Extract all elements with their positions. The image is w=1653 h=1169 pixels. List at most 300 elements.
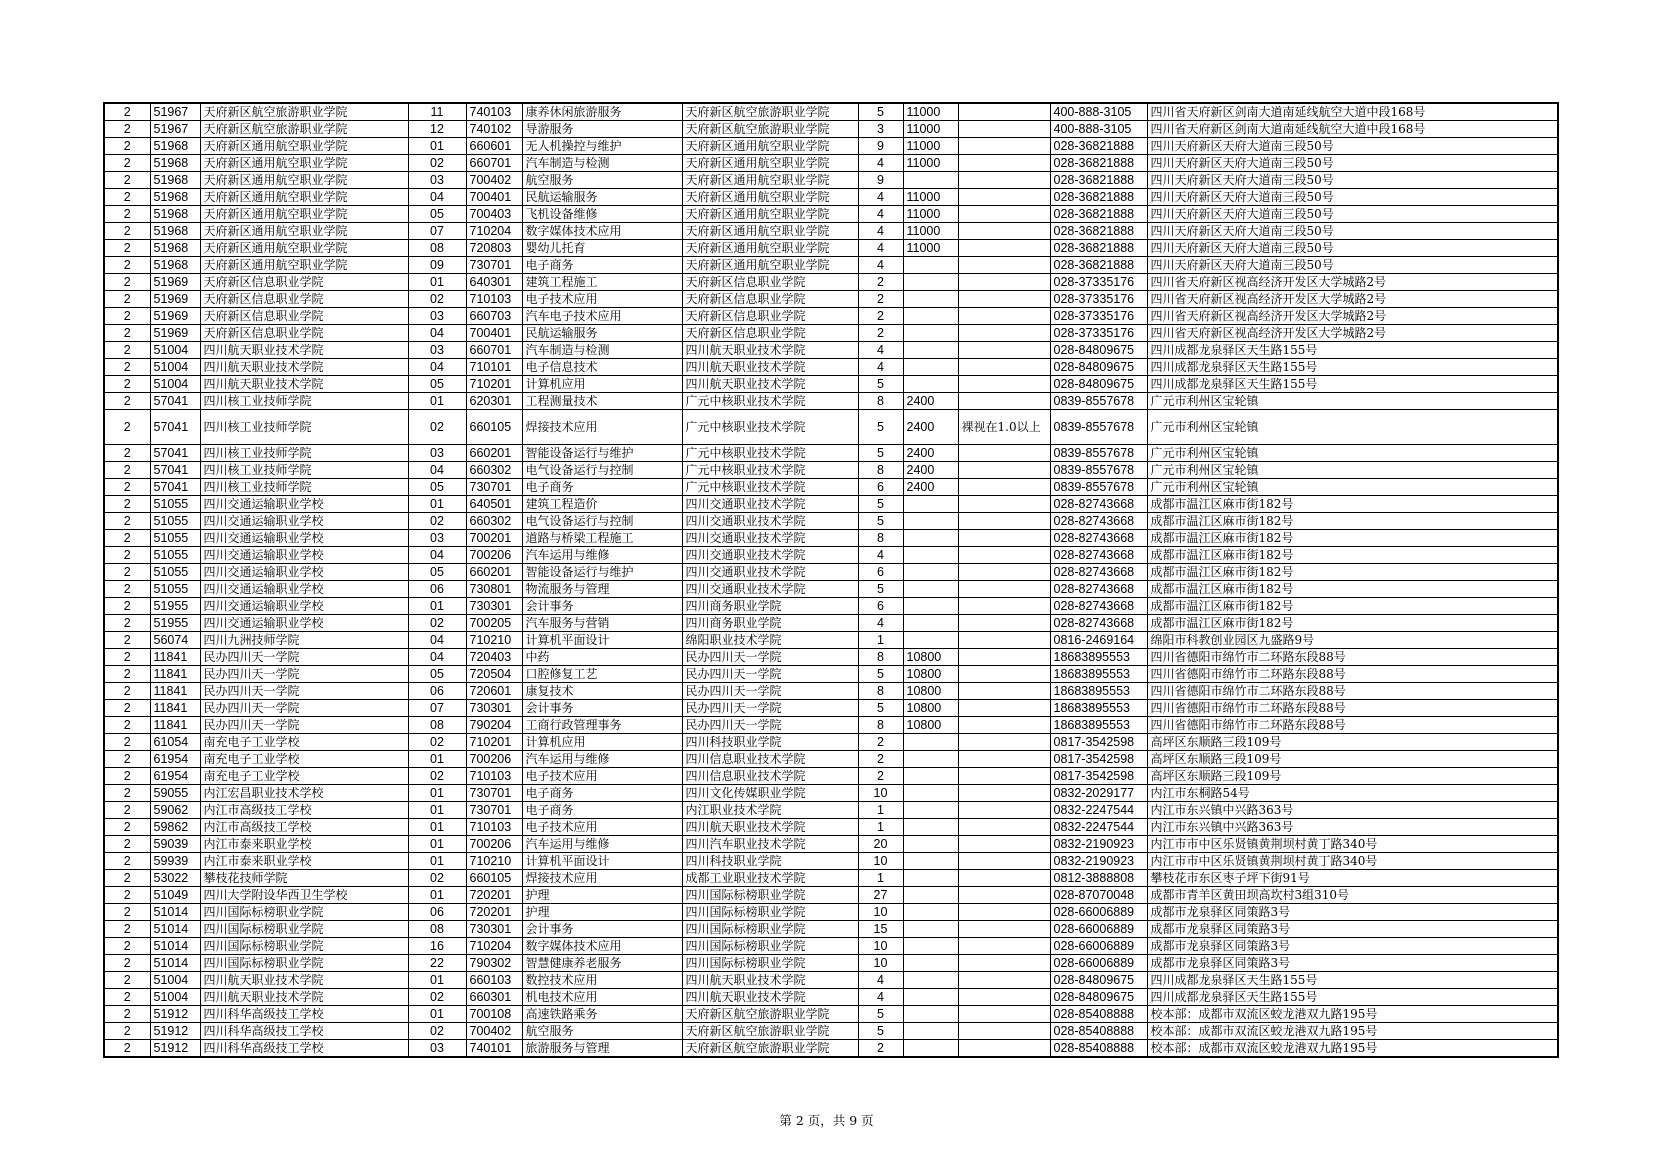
school-name-cell: 天府新区通用航空职业学院 bbox=[200, 189, 408, 206]
school-code-cell: 51004 bbox=[150, 359, 200, 376]
school-code-cell: 57041 bbox=[150, 410, 200, 445]
major-name-cell: 电气设备运行与控制 bbox=[522, 513, 682, 530]
partner-college-cell: 四川航天职业技术学院 bbox=[682, 376, 858, 393]
school-name-cell: 四川九洲技师学院 bbox=[200, 632, 408, 649]
batch-cell: 2 bbox=[104, 376, 150, 393]
phone-cell: 18683895553 bbox=[1050, 683, 1147, 700]
major-seq-cell: 01 bbox=[408, 802, 466, 819]
partner-college-cell: 四川交通职业技术学院 bbox=[682, 547, 858, 564]
school-name-cell: 天府新区通用航空职业学院 bbox=[200, 257, 408, 274]
major-seq-cell: 03 bbox=[408, 172, 466, 189]
partner-college-cell: 四川商务职业学院 bbox=[682, 598, 858, 615]
page-footer: 第 2 页，共 9 页 bbox=[779, 1113, 874, 1128]
major-seq-cell: 04 bbox=[408, 462, 466, 479]
major-seq-cell: 06 bbox=[408, 581, 466, 598]
plan-count-cell: 15 bbox=[858, 921, 903, 938]
major-code-cell: 720504 bbox=[466, 666, 522, 683]
major-name-cell: 电子商务 bbox=[522, 479, 682, 496]
plan-count-cell: 1 bbox=[858, 802, 903, 819]
phone-cell: 028-36821888 bbox=[1050, 206, 1147, 223]
school-name-cell: 天府新区信息职业学院 bbox=[200, 325, 408, 342]
phone-cell: 18683895553 bbox=[1050, 717, 1147, 734]
batch-cell: 2 bbox=[104, 308, 150, 325]
major-seq-cell: 04 bbox=[408, 359, 466, 376]
partner-college-cell: 四川信息职业技术学院 bbox=[682, 751, 858, 768]
major-code-cell: 710103 bbox=[466, 819, 522, 836]
major-seq-cell: 02 bbox=[408, 615, 466, 632]
phone-cell: 028-82743668 bbox=[1050, 615, 1147, 632]
address-cell: 校本部：成都市双流区蛟龙港双九路195号 bbox=[1147, 1040, 1558, 1058]
school-name-cell: 天府新区通用航空职业学院 bbox=[200, 240, 408, 257]
partner-college-cell: 四川科技职业学院 bbox=[682, 734, 858, 751]
tuition-cell: 2400 bbox=[903, 462, 958, 479]
phone-cell: 028-82743668 bbox=[1050, 513, 1147, 530]
phone-cell: 028-82743668 bbox=[1050, 598, 1147, 615]
table-row bbox=[104, 308, 1558, 325]
plan-count-cell: 8 bbox=[858, 717, 903, 734]
major-code-cell: 660103 bbox=[466, 972, 522, 989]
major-code-cell: 740101 bbox=[466, 1040, 522, 1058]
major-seq-cell: 04 bbox=[408, 189, 466, 206]
major-seq-cell: 04 bbox=[408, 632, 466, 649]
remarks-cell bbox=[958, 955, 1050, 972]
major-code-cell: 710101 bbox=[466, 359, 522, 376]
tuition-cell: 10800 bbox=[903, 649, 958, 666]
table-row bbox=[104, 393, 1558, 410]
school-code-cell: 51968 bbox=[150, 189, 200, 206]
tuition-cell: 2400 bbox=[903, 445, 958, 462]
remarks-cell bbox=[958, 632, 1050, 649]
major-seq-cell: 06 bbox=[408, 904, 466, 921]
table-row bbox=[104, 683, 1558, 700]
partner-college-cell: 天府新区通用航空职业学院 bbox=[682, 240, 858, 257]
remarks-cell bbox=[958, 1023, 1050, 1040]
address-cell: 校本部：成都市双流区蛟龙港双九路195号 bbox=[1147, 1023, 1558, 1040]
major-code-cell: 620301 bbox=[466, 393, 522, 410]
tuition-cell bbox=[903, 615, 958, 632]
batch-cell: 2 bbox=[104, 598, 150, 615]
major-code-cell: 660302 bbox=[466, 513, 522, 530]
major-seq-cell: 04 bbox=[408, 649, 466, 666]
batch-cell: 2 bbox=[104, 1040, 150, 1058]
partner-college-cell: 民办四川天一学院 bbox=[682, 717, 858, 734]
major-name-cell: 智能设备运行与维护 bbox=[522, 564, 682, 581]
school-name-cell: 四川核工业技师学院 bbox=[200, 393, 408, 410]
address-cell: 四川省天府新区视高经济开发区大学城路2号 bbox=[1147, 291, 1558, 308]
table-row bbox=[104, 921, 1558, 938]
phone-cell: 0816-2469164 bbox=[1050, 632, 1147, 649]
school-code-cell: 57041 bbox=[150, 479, 200, 496]
major-code-cell: 700206 bbox=[466, 751, 522, 768]
remarks-cell bbox=[958, 445, 1050, 462]
partner-college-cell: 民办四川天一学院 bbox=[682, 683, 858, 700]
tuition-cell bbox=[903, 836, 958, 853]
table-row bbox=[104, 342, 1558, 359]
partner-college-cell: 天府新区信息职业学院 bbox=[682, 291, 858, 308]
tuition-cell bbox=[903, 853, 958, 870]
major-name-cell: 航空服务 bbox=[522, 172, 682, 189]
school-code-cell: 51968 bbox=[150, 155, 200, 172]
remarks-cell bbox=[958, 138, 1050, 155]
plan-count-cell: 9 bbox=[858, 172, 903, 189]
major-code-cell: 640301 bbox=[466, 274, 522, 291]
batch-cell: 2 bbox=[104, 972, 150, 989]
major-name-cell: 汽车服务与营销 bbox=[522, 615, 682, 632]
remarks-cell bbox=[958, 717, 1050, 734]
remarks-cell bbox=[958, 649, 1050, 666]
address-cell: 广元市利州区宝轮镇 bbox=[1147, 393, 1558, 410]
major-seq-cell: 02 bbox=[408, 155, 466, 172]
school-name-cell: 四川核工业技师学院 bbox=[200, 479, 408, 496]
phone-cell: 028-36821888 bbox=[1050, 240, 1147, 257]
tuition-cell bbox=[903, 887, 958, 904]
major-name-cell: 电子商务 bbox=[522, 257, 682, 274]
partner-college-cell: 天府新区航空旅游职业学院 bbox=[682, 103, 858, 121]
phone-cell: 0817-3542598 bbox=[1050, 768, 1147, 785]
major-name-cell: 建筑工程施工 bbox=[522, 274, 682, 291]
table-row bbox=[104, 666, 1558, 683]
partner-college-cell: 四川国际标榜职业学院 bbox=[682, 955, 858, 972]
plan-count-cell: 5 bbox=[858, 496, 903, 513]
major-name-cell: 会计事务 bbox=[522, 700, 682, 717]
tuition-cell: 10800 bbox=[903, 683, 958, 700]
school-code-cell: 59062 bbox=[150, 802, 200, 819]
table-row bbox=[104, 103, 1558, 121]
major-seq-cell: 01 bbox=[408, 138, 466, 155]
school-name-cell: 天府新区航空旅游职业学院 bbox=[200, 103, 408, 121]
major-name-cell: 工商行政管理事务 bbox=[522, 717, 682, 734]
school-name-cell: 四川交通运输职业学校 bbox=[200, 547, 408, 564]
phone-cell: 028-36821888 bbox=[1050, 223, 1147, 240]
major-seq-cell: 22 bbox=[408, 955, 466, 972]
school-code-cell: 51967 bbox=[150, 121, 200, 138]
school-code-cell: 51968 bbox=[150, 257, 200, 274]
school-code-cell: 51969 bbox=[150, 325, 200, 342]
address-cell: 成都市温江区麻市街182号 bbox=[1147, 513, 1558, 530]
major-seq-cell: 07 bbox=[408, 223, 466, 240]
major-code-cell: 700206 bbox=[466, 836, 522, 853]
phone-cell: 028-36821888 bbox=[1050, 138, 1147, 155]
plan-count-cell: 4 bbox=[858, 206, 903, 223]
major-code-cell: 660301 bbox=[466, 989, 522, 1006]
partner-college-cell: 天府新区通用航空职业学院 bbox=[682, 223, 858, 240]
batch-cell: 2 bbox=[104, 530, 150, 547]
plan-count-cell: 2 bbox=[858, 734, 903, 751]
phone-cell: 028-85408888 bbox=[1050, 1023, 1147, 1040]
table-row bbox=[104, 785, 1558, 802]
partner-college-cell: 民办四川天一学院 bbox=[682, 649, 858, 666]
tuition-cell bbox=[903, 751, 958, 768]
partner-college-cell: 民办四川天一学院 bbox=[682, 666, 858, 683]
plan-count-cell: 5 bbox=[858, 513, 903, 530]
major-name-cell: 中药 bbox=[522, 649, 682, 666]
remarks-cell bbox=[958, 785, 1050, 802]
school-code-cell: 51004 bbox=[150, 972, 200, 989]
batch-cell: 2 bbox=[104, 223, 150, 240]
partner-college-cell: 天府新区通用航空职业学院 bbox=[682, 206, 858, 223]
major-code-cell: 710204 bbox=[466, 223, 522, 240]
remarks-cell bbox=[958, 836, 1050, 853]
major-code-cell: 660105 bbox=[466, 410, 522, 445]
address-cell: 高坪区东顺路三段109号 bbox=[1147, 734, 1558, 751]
major-name-cell: 电子信息技术 bbox=[522, 359, 682, 376]
table-row bbox=[104, 410, 1558, 445]
major-code-cell: 720201 bbox=[466, 904, 522, 921]
school-name-cell: 天府新区信息职业学院 bbox=[200, 308, 408, 325]
major-name-cell: 护理 bbox=[522, 904, 682, 921]
remarks-cell bbox=[958, 342, 1050, 359]
major-seq-cell: 04 bbox=[408, 325, 466, 342]
school-code-cell: 57041 bbox=[150, 445, 200, 462]
remarks-cell bbox=[958, 802, 1050, 819]
major-name-cell: 旅游服务与管理 bbox=[522, 1040, 682, 1058]
tuition-cell bbox=[903, 581, 958, 598]
batch-cell: 2 bbox=[104, 887, 150, 904]
remarks-cell bbox=[958, 751, 1050, 768]
address-cell: 四川天府新区天府大道南三段50号 bbox=[1147, 155, 1558, 172]
address-cell: 成都市龙泉驿区同策路3号 bbox=[1147, 938, 1558, 955]
major-seq-cell: 11 bbox=[408, 103, 466, 121]
phone-cell: 028-37335176 bbox=[1050, 308, 1147, 325]
major-name-cell: 康养休闲旅游服务 bbox=[522, 103, 682, 121]
major-code-cell: 710201 bbox=[466, 376, 522, 393]
batch-cell: 2 bbox=[104, 410, 150, 445]
address-cell: 广元市利州区宝轮镇 bbox=[1147, 445, 1558, 462]
address-cell: 绵阳市科教创业园区九盛路9号 bbox=[1147, 632, 1558, 649]
plan-count-cell: 6 bbox=[858, 598, 903, 615]
address-cell: 内江市市中区乐贤镇黄荆坝村黄丁路340号 bbox=[1147, 853, 1558, 870]
school-name-cell: 四川国际标榜职业学院 bbox=[200, 938, 408, 955]
address-cell: 四川天府新区天府大道南三段50号 bbox=[1147, 189, 1558, 206]
remarks-cell bbox=[958, 1006, 1050, 1023]
phone-cell: 18683895553 bbox=[1050, 700, 1147, 717]
address-cell: 四川天府新区天府大道南三段50号 bbox=[1147, 240, 1558, 257]
school-name-cell: 内江市泰来职业学校 bbox=[200, 853, 408, 870]
tuition-cell bbox=[903, 325, 958, 342]
major-seq-cell: 01 bbox=[408, 972, 466, 989]
tuition-cell: 10800 bbox=[903, 666, 958, 683]
address-cell: 成都市龙泉驿区同策路3号 bbox=[1147, 921, 1558, 938]
address-cell: 四川天府新区天府大道南三段50号 bbox=[1147, 223, 1558, 240]
address-cell: 内江市东桐路54号 bbox=[1147, 785, 1558, 802]
address-cell: 四川省天府新区视高经济开发区大学城路2号 bbox=[1147, 274, 1558, 291]
school-code-cell: 59939 bbox=[150, 853, 200, 870]
major-name-cell: 婴幼儿托育 bbox=[522, 240, 682, 257]
major-name-cell: 焊接技术应用 bbox=[522, 410, 682, 445]
address-cell: 广元市利州区宝轮镇 bbox=[1147, 410, 1558, 445]
batch-cell: 2 bbox=[104, 581, 150, 598]
batch-cell: 2 bbox=[104, 666, 150, 683]
major-code-cell: 700402 bbox=[466, 1023, 522, 1040]
batch-cell: 2 bbox=[104, 785, 150, 802]
major-name-cell: 建筑工程造价 bbox=[522, 496, 682, 513]
batch-cell: 2 bbox=[104, 172, 150, 189]
table-row bbox=[104, 564, 1558, 581]
tuition-cell bbox=[903, 530, 958, 547]
address-cell: 四川成都龙泉驿区天生路155号 bbox=[1147, 342, 1558, 359]
partner-college-cell: 天府新区通用航空职业学院 bbox=[682, 189, 858, 206]
major-code-cell: 710204 bbox=[466, 938, 522, 955]
major-name-cell: 电子技术应用 bbox=[522, 768, 682, 785]
school-code-cell: 57041 bbox=[150, 393, 200, 410]
plan-count-cell: 5 bbox=[858, 445, 903, 462]
phone-cell: 028-82743668 bbox=[1050, 564, 1147, 581]
remarks-cell bbox=[958, 853, 1050, 870]
school-code-cell: 51912 bbox=[150, 1023, 200, 1040]
remarks-cell: 裸视在1.0以上 bbox=[958, 410, 1050, 445]
remarks-cell bbox=[958, 581, 1050, 598]
phone-cell: 0817-3542598 bbox=[1050, 734, 1147, 751]
address-cell: 成都市温江区麻市街182号 bbox=[1147, 564, 1558, 581]
school-name-cell: 四川航天职业技术学院 bbox=[200, 359, 408, 376]
major-name-cell: 会计事务 bbox=[522, 598, 682, 615]
table-row bbox=[104, 972, 1558, 989]
major-code-cell: 660201 bbox=[466, 564, 522, 581]
address-cell: 成都市温江区麻市街182号 bbox=[1147, 547, 1558, 564]
address-cell: 成都市温江区麻市街182号 bbox=[1147, 496, 1558, 513]
school-name-cell: 民办四川天一学院 bbox=[200, 717, 408, 734]
school-code-cell: 51968 bbox=[150, 138, 200, 155]
major-code-cell: 790302 bbox=[466, 955, 522, 972]
address-cell: 四川省德阳市绵竹市二环路东段88号 bbox=[1147, 717, 1558, 734]
major-name-cell: 护理 bbox=[522, 887, 682, 904]
plan-count-cell: 4 bbox=[858, 615, 903, 632]
school-name-cell: 民办四川天一学院 bbox=[200, 700, 408, 717]
plan-count-cell: 4 bbox=[858, 359, 903, 376]
table-row bbox=[104, 768, 1558, 785]
major-code-cell: 660703 bbox=[466, 308, 522, 325]
partner-college-cell: 广元中核职业技术学院 bbox=[682, 410, 858, 445]
major-code-cell: 660601 bbox=[466, 138, 522, 155]
school-code-cell: 51014 bbox=[150, 904, 200, 921]
major-seq-cell: 02 bbox=[408, 734, 466, 751]
partner-college-cell: 四川国际标榜职业学院 bbox=[682, 887, 858, 904]
batch-cell: 2 bbox=[104, 564, 150, 581]
address-cell: 四川天府新区天府大道南三段50号 bbox=[1147, 138, 1558, 155]
school-code-cell: 11841 bbox=[150, 717, 200, 734]
tuition-cell bbox=[903, 376, 958, 393]
remarks-cell bbox=[958, 291, 1050, 308]
table-row bbox=[104, 1006, 1558, 1023]
major-code-cell: 730701 bbox=[466, 479, 522, 496]
phone-cell: 0817-3542598 bbox=[1050, 751, 1147, 768]
school-name-cell: 四川国际标榜职业学院 bbox=[200, 921, 408, 938]
major-name-cell: 汽车制造与检测 bbox=[522, 342, 682, 359]
major-seq-cell: 02 bbox=[408, 513, 466, 530]
major-code-cell: 740102 bbox=[466, 121, 522, 138]
major-seq-cell: 06 bbox=[408, 683, 466, 700]
remarks-cell bbox=[958, 393, 1050, 410]
tuition-cell: 11000 bbox=[903, 206, 958, 223]
table-row bbox=[104, 819, 1558, 836]
batch-cell: 2 bbox=[104, 138, 150, 155]
major-code-cell: 710210 bbox=[466, 853, 522, 870]
partner-college-cell: 四川国际标榜职业学院 bbox=[682, 904, 858, 921]
school-code-cell: 51014 bbox=[150, 955, 200, 972]
phone-cell: 0832-2190923 bbox=[1050, 853, 1147, 870]
tuition-cell bbox=[903, 938, 958, 955]
remarks-cell bbox=[958, 274, 1050, 291]
partner-college-cell: 四川科技职业学院 bbox=[682, 853, 858, 870]
school-code-cell: 51055 bbox=[150, 581, 200, 598]
batch-cell: 2 bbox=[104, 462, 150, 479]
phone-cell: 028-66006889 bbox=[1050, 904, 1147, 921]
remarks-cell bbox=[958, 700, 1050, 717]
table-row bbox=[104, 274, 1558, 291]
partner-college-cell: 广元中核职业技术学院 bbox=[682, 445, 858, 462]
major-name-cell: 电子商务 bbox=[522, 802, 682, 819]
partner-college-cell: 四川交通职业技术学院 bbox=[682, 496, 858, 513]
phone-cell: 028-84809675 bbox=[1050, 359, 1147, 376]
major-name-cell: 汽车运用与维修 bbox=[522, 751, 682, 768]
partner-college-cell: 四川航天职业技术学院 bbox=[682, 989, 858, 1006]
phone-cell: 0832-2029177 bbox=[1050, 785, 1147, 802]
partner-college-cell: 天府新区信息职业学院 bbox=[682, 274, 858, 291]
partner-college-cell: 天府新区信息职业学院 bbox=[682, 308, 858, 325]
plan-count-cell: 10 bbox=[858, 853, 903, 870]
table-row bbox=[104, 581, 1558, 598]
major-seq-cell: 08 bbox=[408, 921, 466, 938]
tuition-cell bbox=[903, 819, 958, 836]
address-cell: 校本部：成都市双流区蛟龙港双九路195号 bbox=[1147, 1006, 1558, 1023]
major-code-cell: 730301 bbox=[466, 700, 522, 717]
major-code-cell: 730701 bbox=[466, 785, 522, 802]
remarks-cell bbox=[958, 887, 1050, 904]
tuition-cell bbox=[903, 785, 958, 802]
major-seq-cell: 01 bbox=[408, 1006, 466, 1023]
address-cell: 广元市利州区宝轮镇 bbox=[1147, 462, 1558, 479]
school-code-cell: 51955 bbox=[150, 615, 200, 632]
major-name-cell: 工程测量技术 bbox=[522, 393, 682, 410]
school-name-cell: 四川核工业技师学院 bbox=[200, 462, 408, 479]
plan-count-cell: 5 bbox=[858, 376, 903, 393]
phone-cell: 028-85408888 bbox=[1050, 1006, 1147, 1023]
table-row bbox=[104, 359, 1558, 376]
phone-cell: 028-36821888 bbox=[1050, 257, 1147, 274]
plan-count-cell: 4 bbox=[858, 257, 903, 274]
batch-cell: 2 bbox=[104, 189, 150, 206]
phone-cell: 028-84809675 bbox=[1050, 376, 1147, 393]
table-row bbox=[104, 172, 1558, 189]
address-cell: 四川省德阳市绵竹市二环路东段88号 bbox=[1147, 700, 1558, 717]
batch-cell: 2 bbox=[104, 751, 150, 768]
school-code-cell: 51912 bbox=[150, 1006, 200, 1023]
school-code-cell: 51968 bbox=[150, 206, 200, 223]
table-row bbox=[104, 513, 1558, 530]
major-code-cell: 700205 bbox=[466, 615, 522, 632]
major-seq-cell: 01 bbox=[408, 836, 466, 853]
major-seq-cell: 03 bbox=[408, 445, 466, 462]
remarks-cell bbox=[958, 462, 1050, 479]
remarks-cell bbox=[958, 172, 1050, 189]
table-row bbox=[104, 223, 1558, 240]
major-name-cell: 航空服务 bbox=[522, 1023, 682, 1040]
remarks-cell bbox=[958, 768, 1050, 785]
major-name-cell: 数控技术应用 bbox=[522, 972, 682, 989]
phone-cell: 028-82743668 bbox=[1050, 496, 1147, 513]
major-seq-cell: 16 bbox=[408, 938, 466, 955]
major-seq-cell: 08 bbox=[408, 717, 466, 734]
major-name-cell: 电子技术应用 bbox=[522, 291, 682, 308]
school-code-cell: 51967 bbox=[150, 103, 200, 121]
address-cell: 成都市温江区麻市街182号 bbox=[1147, 530, 1558, 547]
table-row bbox=[104, 530, 1558, 547]
table-row bbox=[104, 887, 1558, 904]
major-seq-cell: 03 bbox=[408, 530, 466, 547]
major-seq-cell: 08 bbox=[408, 240, 466, 257]
tuition-cell bbox=[903, 342, 958, 359]
school-code-cell: 51004 bbox=[150, 342, 200, 359]
